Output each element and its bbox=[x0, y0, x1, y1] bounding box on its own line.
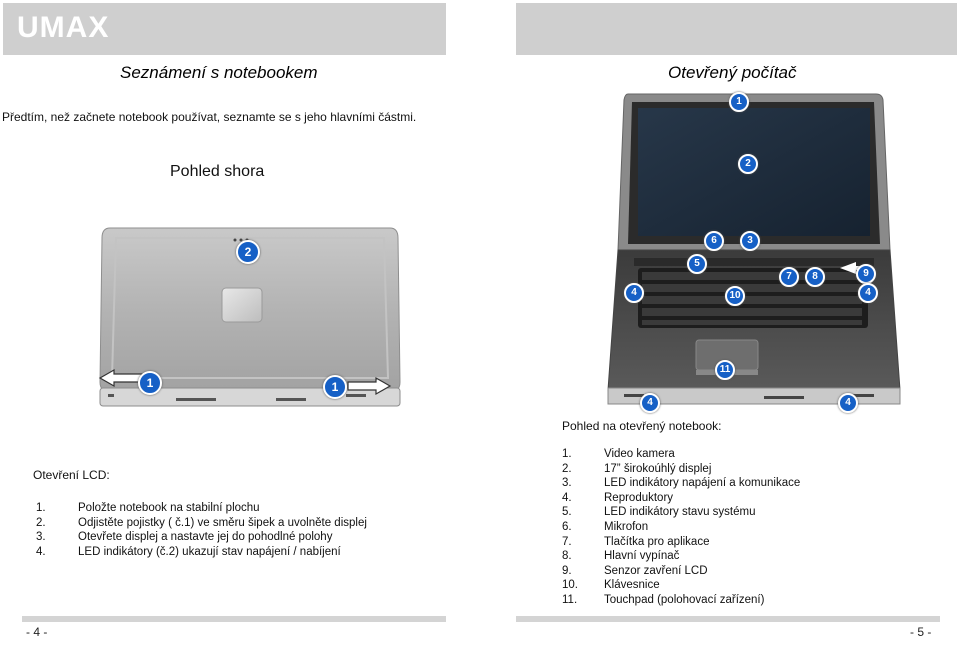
closed-laptop-badge-2: 2 bbox=[236, 240, 260, 264]
list-item: 11. Touchpad (polohovací zařízení) bbox=[562, 593, 765, 606]
open-laptop-image bbox=[604, 90, 904, 416]
list-item: 8. Hlavní vypínač bbox=[562, 550, 680, 563]
list-item: 2. 17” širokoúhlý displej bbox=[562, 462, 712, 475]
header-bar-left bbox=[3, 3, 446, 55]
closed-laptop-badge-1-left: 1 bbox=[138, 371, 162, 395]
open-laptop-badge-5: 5 bbox=[687, 254, 707, 274]
open-laptop-badge-3: 3 bbox=[740, 231, 760, 251]
list-item: 6. Mikrofon bbox=[562, 520, 649, 533]
header-bar-right bbox=[516, 3, 957, 55]
list-item: 3. Otevřete displej a nastavte jej do pohodlné polohy bbox=[36, 531, 333, 544]
open-laptop-badge-10: 10 bbox=[725, 286, 745, 306]
list-item: 4. LED indikátory (č.2) ukazují stav napájení / nabíjení bbox=[36, 545, 341, 558]
open-laptop-badge-1: 1 bbox=[729, 92, 749, 112]
footer-line-right bbox=[516, 616, 940, 622]
list-item: 4. Reproduktory bbox=[562, 491, 674, 504]
open-lcd-heading: Otevření LCD: bbox=[33, 468, 110, 482]
parts-list bbox=[562, 447, 800, 608]
open-lcd-steps bbox=[36, 501, 367, 559]
list-item: 10. Klávesnice bbox=[562, 579, 660, 592]
list-item: 7. Tlačítka pro aplikace bbox=[562, 535, 710, 548]
open-laptop-badge-2: 2 bbox=[738, 154, 758, 174]
list-item: 3. LED indikátory napájení a komunikace bbox=[562, 477, 801, 490]
open-laptop-badge-4-lower-left: 4 bbox=[640, 393, 660, 413]
intro-text: Předtím, než začnete notebook používat, seznamte se s jeho hlavními částmi. bbox=[2, 110, 417, 124]
open-view-caption: Pohled na otevřený notebook: bbox=[562, 419, 722, 433]
page-number-left: - 4 - bbox=[26, 625, 48, 639]
open-laptop-badge-11: 11 bbox=[715, 360, 735, 380]
left-page-title: Seznámení s notebookem bbox=[120, 63, 318, 82]
footer-line-left bbox=[22, 616, 446, 622]
list-item: 1. Položte notebook na stabilní plochu bbox=[36, 502, 260, 514]
open-laptop-badge-4-lower-right: 4 bbox=[838, 393, 858, 413]
page-number-right: - 5 - bbox=[910, 625, 932, 639]
top-view-subtitle: Pohled shora bbox=[170, 163, 265, 180]
right-page-title: Otevřený počítač bbox=[668, 63, 797, 82]
umax-logo: UMAX bbox=[17, 11, 110, 44]
open-laptop-badge-7: 7 bbox=[779, 267, 799, 287]
list-item: 9. Senzor zavření LCD bbox=[562, 564, 708, 577]
open-laptop-badge-6: 6 bbox=[704, 231, 724, 251]
list-item: 2. Odjistěte pojistky ( č.1) ve směru šipek a uvolněte displej bbox=[36, 516, 367, 529]
open-laptop-badge-4-upper-left: 4 bbox=[624, 283, 644, 303]
open-laptop-badge-9: 9 bbox=[856, 264, 876, 284]
list-item: 1. Video kamera bbox=[562, 448, 675, 460]
closed-laptop-badge-1-right: 1 bbox=[323, 375, 347, 399]
open-laptop-badge-4-upper-right: 4 bbox=[858, 283, 878, 303]
open-laptop-badge-8: 8 bbox=[805, 267, 825, 287]
list-item: 5. LED indikátory stavu systému bbox=[562, 506, 756, 519]
